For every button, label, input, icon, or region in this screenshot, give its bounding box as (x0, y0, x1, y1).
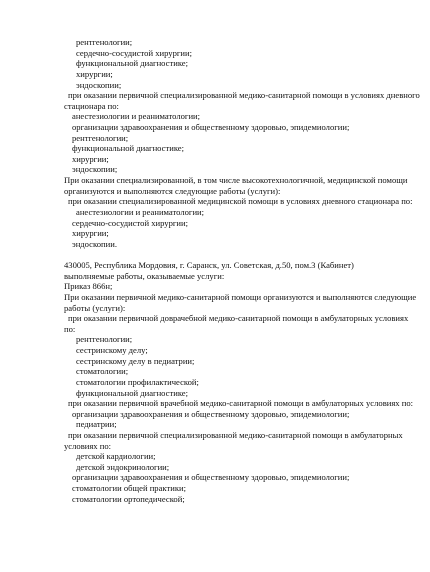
text-line: стоматологии профилактической; (76, 376, 199, 387)
text-line: рентгенологии; (76, 334, 133, 345)
text-line: при оказании первичной специализированной медико-санитарной помощи в условиях дневного (68, 90, 420, 101)
text-line: организации здравоохранения и общественному здоровью, эпидемиологии; (72, 408, 350, 419)
text-line: сестринскому делу в педиатрии; (76, 355, 195, 366)
text-line: При оказании первичной медико-санитарной помощи организуются и выполняются следующие (64, 291, 417, 302)
text-line: условиях по: (64, 440, 112, 451)
text-line: при оказании первичной специализированной медико-санитарной помощи в амбулаторных (68, 429, 403, 440)
text-line: организации здравоохранения и общественному здоровью, эпидемиологии; (72, 122, 350, 132)
text-line: Приказ 866н; (64, 281, 113, 292)
text-line: рентгенологии; (72, 132, 129, 143)
text-line: стоматологии; (76, 366, 129, 377)
text-line: при оказании первичной доврачебной медико-санитарной помощи в амбулаторных условиях (68, 313, 409, 324)
text-line: педиатрии; (76, 419, 117, 430)
text-line: стоматологии ортопедической; (72, 493, 185, 504)
text-line: детской эндокринологии; (76, 461, 170, 472)
text-line: стоматологии общей практики; (72, 483, 186, 493)
text-line: хирургии; (72, 228, 109, 239)
text-line: детской кардиологии; (76, 451, 156, 462)
text-line: хирургии; (72, 153, 109, 164)
text-line: при оказании специализированной медицинской помощи в условиях дневного стационара по: (68, 196, 413, 207)
text-line: работы (услуги): (64, 302, 126, 313)
text-line: организации здравоохранения и общественному здоровью, эпидемиологии; (72, 472, 350, 483)
text-line: выполняемые работы, оказываемые услуги: (64, 270, 225, 281)
text-line: рентгенологии; (76, 37, 133, 47)
text-line: при оказании первичной врачебной медико-санитарной помощи в амбулаторных условиях по: (68, 398, 414, 409)
text-line: эндоскопии; (72, 164, 118, 175)
text-line: сердечно-сосудистой хирургии; (76, 47, 193, 58)
text-line: функциональной диагностике; (76, 387, 189, 398)
text-line: функциональной диагностике; (72, 143, 185, 154)
text-line: функциональной диагностике; (76, 58, 189, 69)
text-line: анестезиологии и реаниматологии; (72, 111, 201, 122)
text-line: анестезиологии и реаниматологии; (76, 206, 205, 217)
text-line: по: (64, 323, 76, 334)
text-line: При оказании специализированной, в том числе высокотехнологичной, медицинской помощи (64, 175, 408, 186)
text-line: 430005, Республика Мордовия, г. Саранск, ул. Советская, д.50, пом.3 (Кабинет) (64, 260, 354, 270)
text-line: эндоскопии; (76, 79, 122, 90)
text-line: хирургии; (76, 68, 113, 79)
text-line: сестринскому делу; (76, 345, 148, 355)
text-line: организуются и выполняются следующие работы (услуги): (64, 185, 281, 196)
text-line: сердечно-сосудистой хирургии; (72, 217, 189, 228)
text-line: эндоскопии. (72, 238, 117, 249)
text-line: стационара по: (64, 100, 119, 111)
